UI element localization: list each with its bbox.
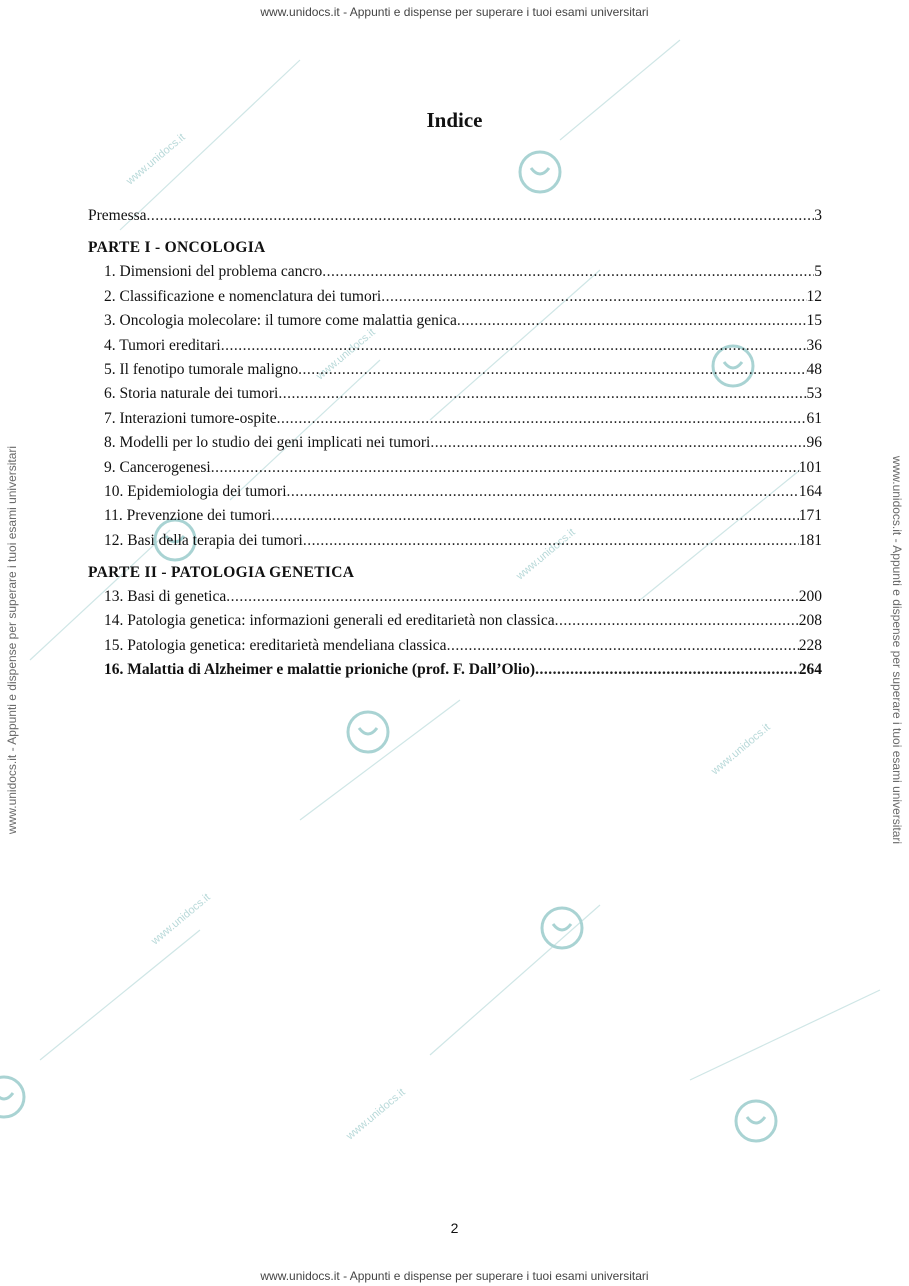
toc-entry-label: 9. Cancerogenesi [104,458,211,476]
toc-entry-label: 2. Classificazione e nomenclatura dei tumori [104,287,382,305]
dot-leader [303,529,799,553]
table-of-contents [88,204,822,683]
toc-entry-label: 13. Basi di genetica [104,588,227,606]
page-number: 2 [450,1220,459,1236]
part1-heading: PARTE I - ONCOLOGIA [88,239,266,257]
toc-entry-page: 171 [798,507,822,525]
dot-leader [322,260,814,284]
toc-entry-page: 208 [798,612,822,630]
dot-leader [271,504,798,528]
dot-leader [430,431,806,455]
toc-entry[interactable] [88,480,822,504]
svg-text:www.unidocs.it: www.unidocs.it [314,326,378,383]
dot-leader [447,634,799,658]
toc-entry-page: 164 [798,482,822,500]
toc-entry-page: 101 [798,458,822,476]
toc-entry-label: 3. Oncologia molecolare: il tumore come malattia genica [104,312,457,330]
toc-entry[interactable] [88,609,822,633]
dot-leader [555,609,799,633]
toc-entry-page: 53 [806,385,822,403]
toc-entry-page: 200 [798,588,822,606]
toc-entry[interactable] [88,456,822,480]
dot-leader [277,407,807,431]
toc-entry-page: 12 [806,287,822,305]
dot-leader [457,309,807,333]
toc-entry-page: 5 [814,263,822,281]
toc-entry-label: 10. Epidemiologia dei tumori [104,482,287,500]
svg-text:www.unidocs.it: www.unidocs.it [124,131,188,188]
dot-leader [221,334,807,358]
svg-text:www.unidocs.it: www.unidocs.it [514,526,578,583]
svg-text:www.unidocs.it: www.unidocs.it [149,891,213,948]
toc-entry-label: 12. Basi della terapia dei tumori [104,531,303,549]
toc-entry-label: 4. Tumori ereditari [104,336,221,354]
toc-entry-label: 8. Modelli per lo studio dei geni implicati nei tumori [104,434,431,452]
toc-entry-label: 7. Interazioni tumore-ospite [104,409,277,427]
toc-entry-page: 15 [806,312,822,330]
toc-entry-label: 11. Prevenzione dei tumori [104,507,272,525]
toc-entry-label: 16. Malattia di Alzheimer e malattie prioniche (prof. F. Dall’Olio) [104,661,536,679]
dot-leader [287,480,799,504]
toc-entry[interactable] [88,634,822,658]
toc-entry-page: 61 [806,409,822,427]
footer-watermark: www.unidocs.it - Appunti e dispense per superare i tuoi esami universitari [260,1269,649,1283]
page-title: Indice [426,108,483,132]
dot-leader [535,658,799,682]
toc-entry[interactable] [88,334,822,358]
toc-entry-premessa[interactable]: Premessa ..... 3 [88,204,822,228]
part2-heading: PARTE II - PATOLOGIA GENETICA [88,564,355,582]
toc-entry[interactable] [88,382,822,406]
toc-entry[interactable] [88,504,822,528]
part1-list [88,260,822,553]
toc-entry-page: 228 [798,636,822,654]
toc-entry[interactable] [88,358,822,382]
toc-entry-page: 264 [798,661,822,679]
left-watermark: www.unidocs.it - Appunti e dispense per superare i tuoi esami universitari [5,445,19,835]
toc-entry[interactable] [88,431,822,455]
toc-entry-label: 6. Storia naturale dei tumori [104,385,279,403]
toc-entry-label: 5. Il fenotipo tumorale maligno [104,360,299,378]
toc-entry-label: 15. Patologia genetica: ereditarietà mendeliana classica [104,636,447,654]
toc-entry[interactable] [88,658,822,682]
dot-leader [298,358,806,382]
right-watermark: www.unidocs.it - Appunti e dispense per superare i tuoi esami universitari [890,455,904,845]
dot-leader [278,382,806,406]
dot-leader [211,456,799,480]
toc-entry-page: 96 [806,434,822,452]
toc-entry[interactable] [88,260,822,284]
part2-list [88,585,822,683]
toc-entry[interactable] [88,285,822,309]
toc-entry[interactable] [88,309,822,333]
svg-text:www.unidocs.it: www.unidocs.it [344,1086,408,1143]
toc-entry-label: 1. Dimensioni del problema cancro [104,263,323,281]
dot-leader [381,285,806,309]
toc-entry-page: 36 [806,336,822,354]
dot-leader [226,585,799,609]
svg-text:www.unidocs.it: www.unidocs.it [709,721,773,778]
header-watermark: www.unidocs.it - Appunti e dispense per superare i tuoi esami universitari [260,5,649,19]
toc-entry-page: 181 [798,531,822,549]
toc-entry[interactable] [88,585,822,609]
toc-entry[interactable] [88,407,822,431]
toc-entry[interactable] [88,529,822,553]
toc-entry-label: 14. Patologia genetica: informazioni generali ed ereditarietà non classica [104,612,555,630]
toc-entry-page: 48 [806,360,822,378]
